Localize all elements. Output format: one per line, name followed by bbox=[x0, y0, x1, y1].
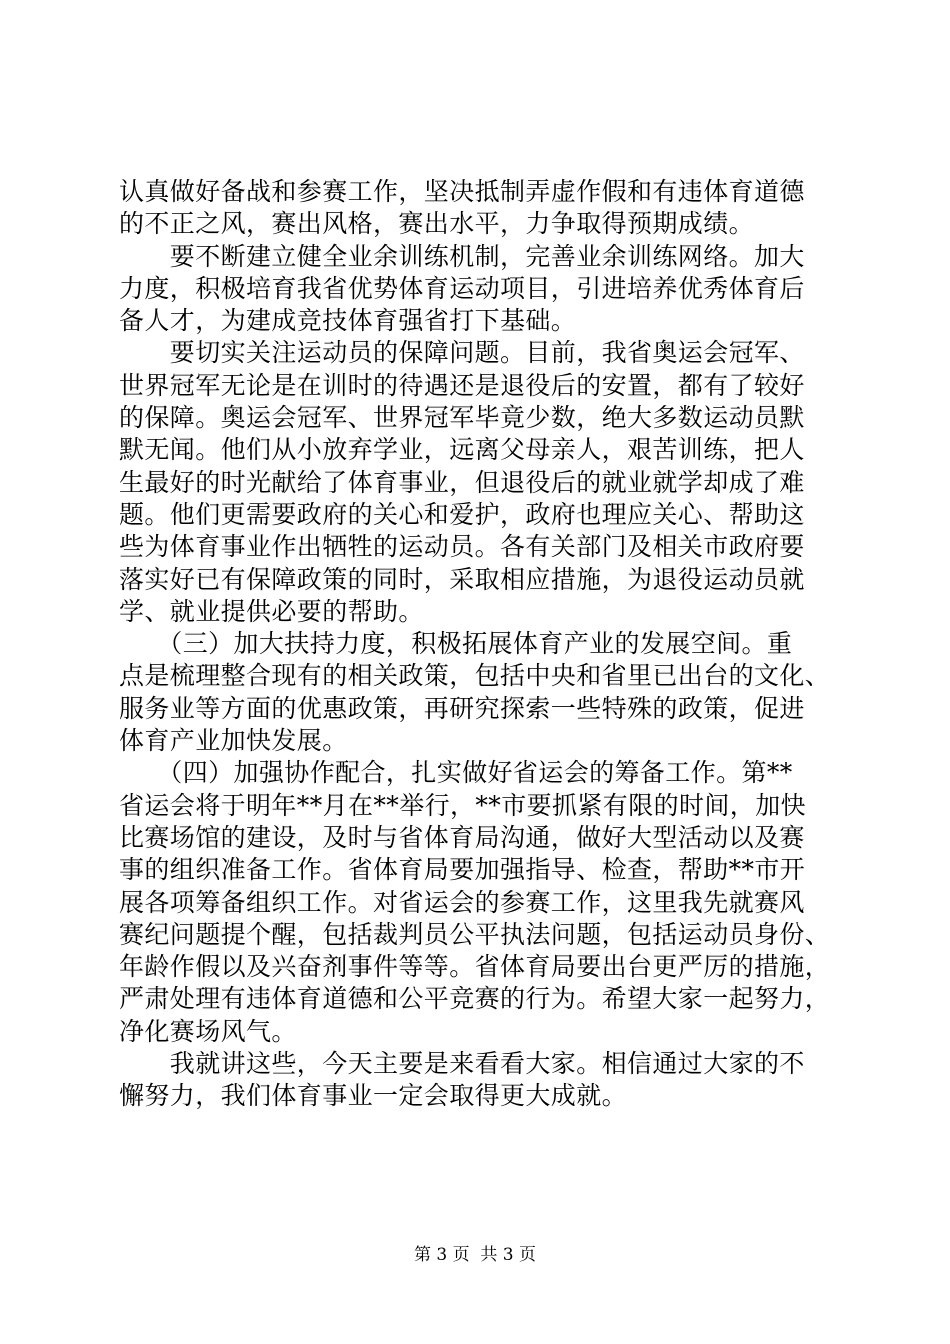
text-line: 认真做好备战和参赛工作，坚决抵制弄虚作假和有违体育道德 bbox=[119, 177, 805, 206]
text-line: 要不断建立健全业余训练机制，完善业余训练网络。加大 bbox=[119, 241, 805, 271]
text-line: （三）加大扶持力度，积极拓展体育产业的发展空间。重 bbox=[119, 629, 793, 659]
text-line: 年龄作假以及兴奋剂事件等等。省体育局要出台更严厉的措施， bbox=[119, 952, 831, 982]
text-line: 世界冠军无论是在训时的待遇还是退役后的安置，都有了较好 bbox=[119, 370, 805, 400]
text-line: 力度，积极培育我省优势体育运动项目，引进培养优秀体育后 bbox=[119, 273, 805, 303]
text-line: 展各项筹备组织工作。对省运会的参赛工作，这里我先就赛风 bbox=[119, 887, 805, 917]
text-line: 事的组织准备工作。省体育局要加强指导、检查，帮助**市开 bbox=[119, 855, 806, 885]
text-line: 体育产业加快发展。 bbox=[119, 726, 348, 756]
text-line: 懈努力，我们体育事业一定会取得更大成就。 bbox=[119, 1081, 628, 1111]
text-line: 省运会将于明年**月在**举行，**市要抓紧有限的时间，加快 bbox=[119, 790, 807, 820]
text-line: 服务业等方面的优惠政策，再研究探索一些特殊的政策，促进 bbox=[119, 693, 805, 723]
text-line: 的不正之风，赛出风格，赛出水平，力争取得预期成绩。 bbox=[119, 209, 755, 239]
text-line: （四）加强协作配合，扎实做好省运会的筹备工作。第** bbox=[119, 758, 793, 788]
page-number-footer: 第 3 页 共 3 页 bbox=[413, 1245, 537, 1265]
text-line: 比赛场馆的建设，及时与省体育局沟通，做好大型活动以及赛 bbox=[119, 822, 805, 852]
text-line: 落实好已有保障政策的同时，采取相应措施，为退役运动员就 bbox=[119, 564, 805, 594]
text-line: 默无闻。他们从小放弃学业，远离父母亲人，艰苦训练，把人 bbox=[119, 435, 805, 465]
text-line: 生最好的时光献给了体育事业，但退役后的就业就学却成了难 bbox=[119, 467, 805, 497]
text-line: 赛纪问题提个醒，包括裁判员公平执法问题，包括运动员身份、 bbox=[119, 919, 831, 949]
text-line: 题。他们更需要政府的关心和爱护，政府也理应关心、帮助这 bbox=[119, 499, 805, 529]
text-line: 我就讲这些，今天主要是来看看大家。相信通过大家的不 bbox=[119, 1049, 805, 1079]
text-line: 学、就业提供必要的帮助。 bbox=[119, 596, 424, 626]
text-line: 备人才，为建成竞技体育强省打下基础。 bbox=[119, 306, 577, 336]
text-line: 的保障。奥运会冠军、世界冠军毕竟少数，绝大多数运动员默 bbox=[119, 403, 805, 433]
text-line: 点是梳理整合现有的相关政策，包括中央和省里已出台的文化、 bbox=[119, 661, 831, 691]
text-line: 严肃处理有违体育道德和公平竞赛的行为。希望大家一起努力， bbox=[119, 984, 831, 1014]
document-body bbox=[119, 176, 839, 1113]
text-line: 些为体育事业作出牺牲的运动员。各有关部门及相关市政府要 bbox=[119, 532, 805, 562]
text-line: 净化赛场风气。 bbox=[119, 1016, 297, 1046]
text-line: 要切实关注运动员的保障问题。目前，我省奥运会冠军、 bbox=[119, 338, 805, 368]
